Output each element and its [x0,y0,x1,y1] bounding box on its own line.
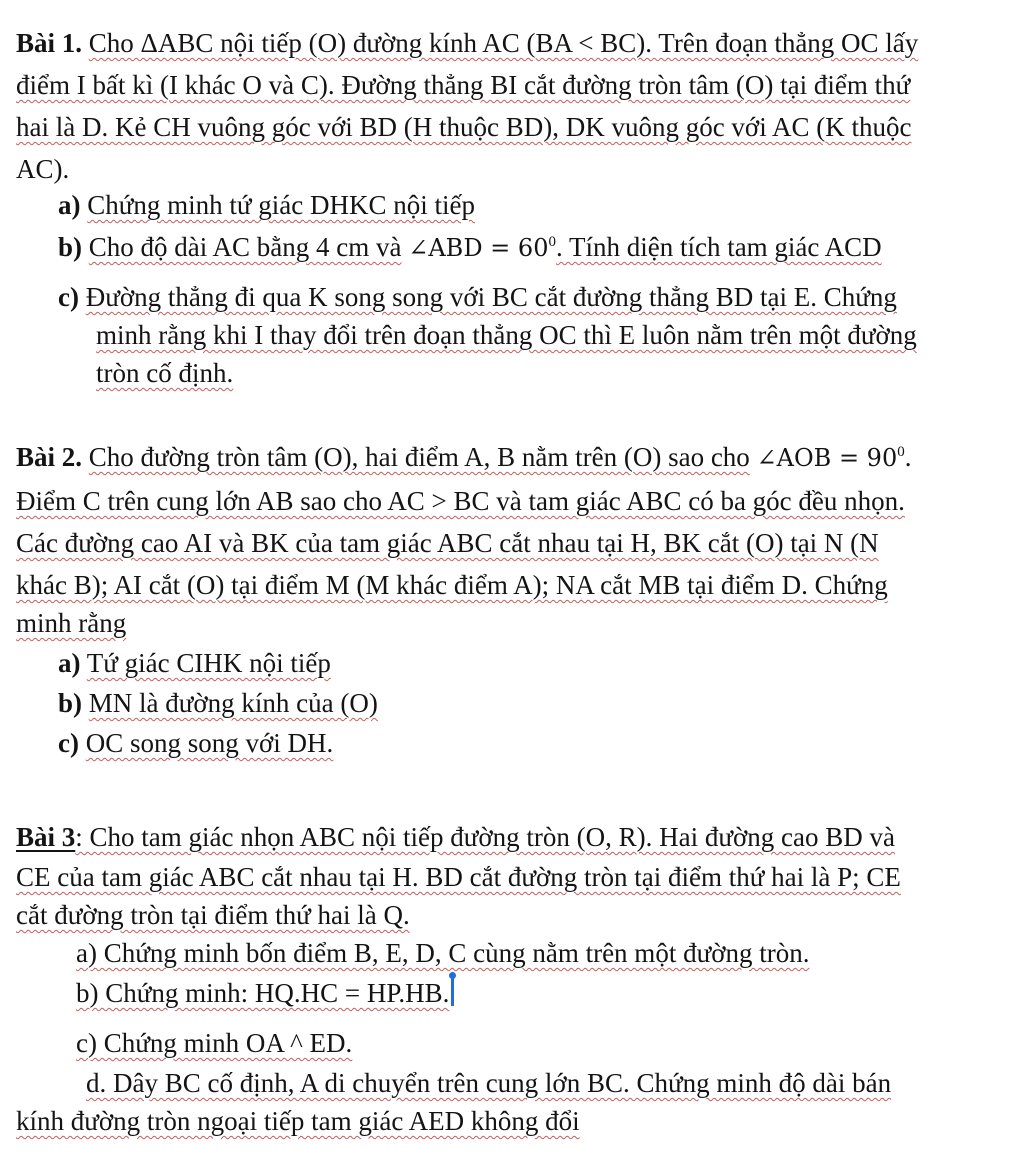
bai2-item-a [58,646,331,680]
bai2-a-text: Tứ giác CIHK nội tiếp [86,648,331,678]
bai2-a-label: a) [58,648,81,678]
bai3-item-d-line-1: d. Dây BC cố định, A di chuyển trên cung lớn BC. Chứng minh độ dài bán [86,1068,892,1098]
bai3-b-text: b) Chứng minh: HQ.HC = HP.HB. [76,978,450,1008]
bai3-text-1: : Cho tam giác nhọn ABC nội tiếp đường tròn (O, R). Hai đường cao BD và [75,822,895,852]
bai2-line-1 [16,440,911,475]
bai2-math: ∠AOB = 90 [756,444,898,472]
bai1-c-label: c) [58,282,79,312]
bai1-b-label: b) [58,232,83,262]
bai2-line-3: Các đường cao AI và BK của tam giác ABC cắt nhau tại H, BK cắt (O) tại N (N [16,528,879,558]
bai2-tail: . [904,442,912,472]
bai3-item-c: c) Chứng minh OA ^ ED. [76,1028,353,1058]
bai3-label: Bài 3 [16,822,76,852]
bai2-item-c [58,726,333,760]
bai2-c-text: OC song song với DH. [85,728,334,758]
bai1-line-4: AC). [16,154,70,184]
bai1-label: Bài 1. [16,28,83,58]
bai2-line-4: khác B); AI cắt (O) tại điểm M (M khác điểm A); NA cắt MB tại điểm D. Chứng [16,570,888,600]
bai2-label: Bài 2. [16,442,83,472]
bai1-text-1: Cho ΔABC nội tiếp (O) đường kính AC (BA < BC). Trên đoạn thẳng OC lấy [88,28,919,58]
bai1-line-1 [16,26,918,60]
bai3-line-3: cắt đường tròn tại điểm thứ hai là Q. [16,900,410,930]
bai3-line-1 [16,820,895,854]
bai2-c-label: c) [58,728,79,758]
bai1-c-line-2: minh rằng khi I thay đổi trên đoạn thẳng OC thì E luôn nằm trên một đường [96,320,917,350]
bai1-c-line-3: tròn cố định. [96,358,234,388]
bai1-item-b [58,230,882,265]
bai2-item-b [58,686,378,720]
bai2-text-1: Cho đường tròn tâm (O), hai điểm A, B nằm trên (O) sao cho [88,442,750,472]
bai3-item-a: a) Chứng minh bốn điểm B, E, D, C cùng nằm trên một đường tròn. [76,938,810,968]
bai1-line-3: hai là D. Kẻ CH vuông góc với BD (H thuộc BD), DK vuông góc với AC (K thuộc [16,112,912,142]
bai1-b-tail: . Tính diện tích tam giác ACD [555,232,882,262]
bai1-item-c [58,280,897,314]
bai1-b-text: Cho độ dài AC bằng 4 cm và [88,232,402,262]
bai2-line-5: minh rằng [16,608,127,638]
bai3-line-2: CE của tam giác ABC cắt nhau tại H. BD cắt đường tròn tại điểm thứ hai là P; CE [16,862,901,892]
bai2-sup: 0 [897,444,905,460]
bai1-a-text: Chứng minh tứ giác DHKC nội tiếp [87,190,475,220]
bai3-item-d-line-2: kính đường tròn ngoại tiếp tam giác AED không đổi [16,1106,580,1136]
bai1-a-label: a) [58,190,81,220]
bai1-item-a [58,188,475,222]
bai2-b-text: MN là đường kính của (O) [88,688,378,718]
bai1-b-sup: 0 [548,234,556,250]
bai2-b-label: b) [58,688,83,718]
bai1-c-text-1: Đường thẳng đi qua K song song với BC cắt đường thẳng BD tại E. Chứng [85,282,897,312]
bai3-item-b [76,976,460,1010]
bai1-line-2: điểm I bất kì (I khác O và C). Đường thẳng BI cắt đường tròn tâm (O) tại điểm thứ [16,70,911,100]
bai1-b-math: ∠ABD = 60 [408,234,549,262]
text-cursor-icon [451,978,460,1006]
bai2-line-2: Điểm C trên cung lớn AB sao cho AC > BC và tam giác ABC có ba góc đều nhọn. [16,486,905,516]
